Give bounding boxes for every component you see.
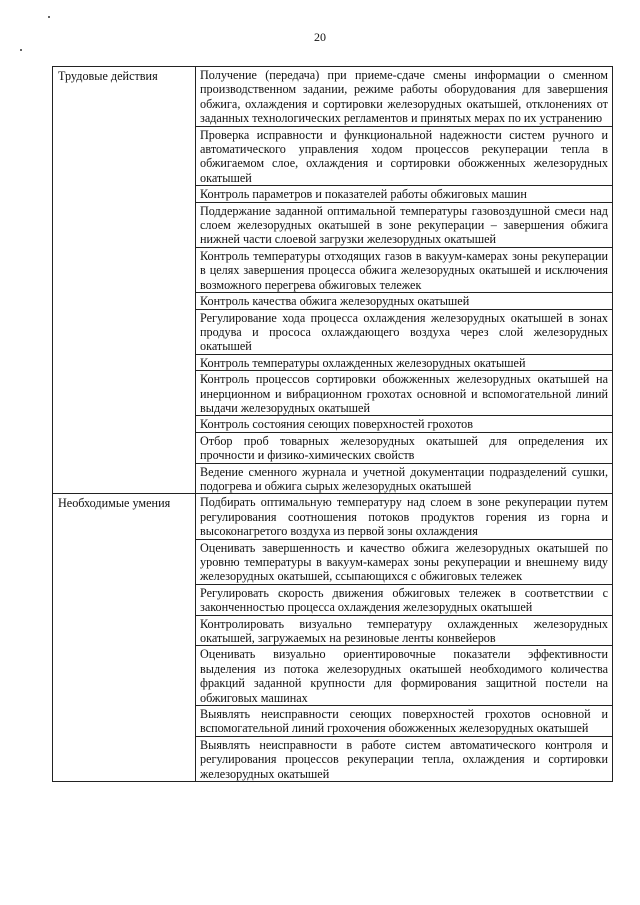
section-heading: Необходимые умения — [53, 494, 196, 782]
section-item: Выявлять неисправности в работе систем автоматического контроля и регулирования процессов рекуперации тепла, охлаждения и сортировки железорудных окатышей — [196, 736, 613, 781]
section-item: Контроль температуры отходящих газов в вакуум-камерах зоны рекуперации в целях завершения процесса обжига железорудных окатышей и исключения возможного перегрева обжиговых тележек — [196, 247, 613, 292]
section-item: Оценивать завершенность и качество обжига железорудных окатышей по уровню температуры в вакуум-камерах зоны рекуперации и внешнему виду железорудных окатышей, ссыпающихся с обжиговых тележек — [196, 539, 613, 584]
section-item: Регулировать скорость движения обжиговых тележек в соответствии с законченностью процесса охлаждения железорудных окатышей — [196, 584, 613, 615]
table-body — [53, 67, 613, 782]
section-item: Контроль параметров и показателей работы обжиговых машин — [196, 186, 613, 202]
section-item: Контроль процессов сортировки обожженных железорудных окатышей на инерционном и вибрационном грохотах основной и вспомогательной линий выдачи железорудных окатышей — [196, 371, 613, 416]
page-number: 20 — [314, 30, 326, 44]
section-item: Получение (передача) при приеме-сдаче смены информации о сменном производственном задании, режиме работы оборудования для завершения обжига, охлаждения и сортировки железорудных окатышей, отклонениях от заданных технологических регламентов и принятых мерах по их устранению — [196, 67, 613, 127]
table-row — [53, 67, 613, 127]
section-item: Отбор проб товарных железорудных окатышей для определения их прочности и физико-химических свойств — [196, 432, 613, 463]
section-heading: Трудовые действия — [53, 67, 196, 494]
section-item: Регулирование хода процесса охлаждения железорудных окатышей в зонах продува и прососа охлаждающего воздуха через слой железорудных окатышей — [196, 309, 613, 354]
competency-table — [52, 66, 613, 782]
section-item: Контролировать визуально температуру охлажденных железорудных окатышей, загружаемых на резиновые ленты конвейеров — [196, 615, 613, 646]
section-item: Контроль состояния сеющих поверхностей грохотов — [196, 416, 613, 432]
table-row — [53, 494, 613, 539]
section-item: Ведение сменного журнала и учетной документации подразделений сушки, подогрева и обжига сырых железорудных окатышей — [196, 463, 613, 494]
section-item: Контроль температуры охлажденных железорудных окатышей — [196, 354, 613, 370]
section-item: Подбирать оптимальную температуру над слоем в зоне рекуперации путем регулирования соотношения потоков продуктов горения из горна и высоконагретого воздуха из первой зоны охлаждения — [196, 494, 613, 539]
section-item: Поддержание заданной оптимальной температуры газовоздушной смеси над слоем железорудных окатышей в зоне рекуперации – завершения обжига нижней части слоевой загрузки железорудных окатышей — [196, 202, 613, 247]
section-item: Контроль качества обжига железорудных окатышей — [196, 293, 613, 309]
scan-speck — [20, 49, 22, 51]
section-item: Проверка исправности и функциональной надежности систем ручного и автоматического управления ходом процессов рекуперации тепла в обжигаемом слое, охлаждения и сортировки обожженных железорудных окатышей — [196, 126, 613, 186]
scan-speck — [48, 16, 50, 18]
section-item: Выявлять неисправности сеющих поверхностей грохотов основной и вспомогательной линий грохочения обожженных железорудных окатышей — [196, 706, 613, 737]
section-item: Оценивать визуально ориентировочные показатели эффективности выделения из потока железорудных окатышей необходимого количества фракций заданной крупности для формирования защитной постели на обжиговых машинах — [196, 646, 613, 706]
